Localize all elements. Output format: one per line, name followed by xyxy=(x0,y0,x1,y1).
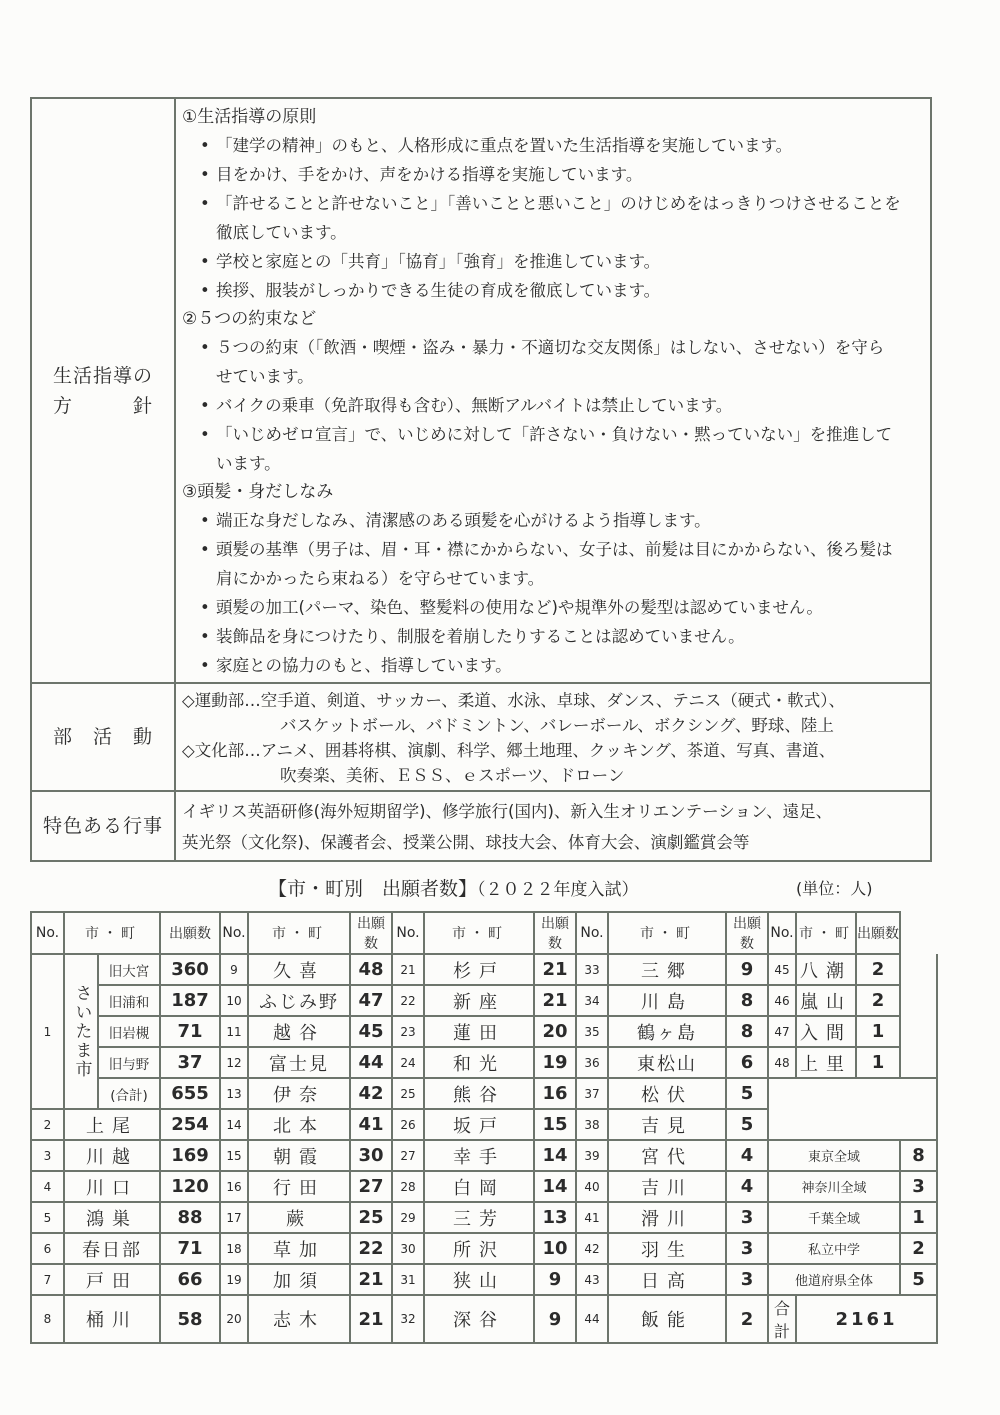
applicant-count: 9 xyxy=(534,1295,576,1343)
row-number: 48 xyxy=(768,1047,796,1078)
applicant-count: 2 xyxy=(726,1295,768,1343)
city-name: 狭山 xyxy=(424,1264,534,1295)
applicant-count: 1 xyxy=(856,1016,900,1047)
applicants-by-city-table xyxy=(30,911,938,1344)
city-name: ふじみ野 xyxy=(248,985,350,1016)
applicant-count: 88 xyxy=(160,1202,220,1233)
row-number: 2 xyxy=(31,1109,64,1140)
list-item: • 端正な身だしなみ、清潔感のある頭髪を心がけるよう指導します。 xyxy=(182,506,924,535)
city-name: 飯能 xyxy=(608,1295,726,1343)
list-item: • バイクの乗車（免許取得も含む）、無断アルバイトは禁止しています。 xyxy=(182,391,924,420)
city-name: 志木 xyxy=(248,1295,350,1343)
row-number: 23 xyxy=(392,1016,424,1047)
applicant-count: 4 xyxy=(726,1140,768,1171)
row-number: 18 xyxy=(220,1233,248,1264)
column-header-count: 出願数 xyxy=(856,912,900,954)
row-number: 34 xyxy=(576,985,608,1016)
applicant-count: 2 xyxy=(856,954,900,985)
city-name: 川島 xyxy=(608,985,726,1016)
applicant-count: 45 xyxy=(350,1016,392,1047)
applicant-count: 9 xyxy=(534,1264,576,1295)
row-number: 40 xyxy=(576,1171,608,1202)
school-policy-table xyxy=(30,97,932,862)
list-item: • 頭髪の加工(パーマ、染色、整髪料の使用など)や規準外の髪型は認めていません。 xyxy=(182,593,924,622)
life-guidance-body xyxy=(175,98,931,683)
unit-note: (単位：人) xyxy=(796,879,873,898)
city-name: 久喜 xyxy=(248,954,350,985)
applicant-count: 44 xyxy=(350,1047,392,1078)
applicant-count: 3 xyxy=(900,1171,937,1202)
row-number: 27 xyxy=(392,1140,424,1171)
city-name: 東松山 xyxy=(608,1047,726,1078)
row-number: 6 xyxy=(31,1233,64,1264)
city-name: 加須 xyxy=(248,1264,350,1295)
other-region-label: 千葉全域 xyxy=(768,1202,900,1233)
city-name: 蕨 xyxy=(248,1202,350,1233)
applicant-count: 21 xyxy=(534,954,576,985)
city-name: 戸田 xyxy=(64,1264,160,1295)
city-name: 三芳 xyxy=(424,1202,534,1233)
events-line: 英光祭（文化祭)、保護者会、授業公開、球技大会、体育大会、演劇鑑賞会等 xyxy=(182,833,750,852)
empty-cell xyxy=(900,985,937,1016)
city-name: 白岡 xyxy=(424,1171,534,1202)
row-number: 24 xyxy=(392,1047,424,1078)
row-number: 8 xyxy=(31,1295,64,1343)
city-name: 桶川 xyxy=(64,1295,160,1343)
row-number: 20 xyxy=(220,1295,248,1343)
empty-cell xyxy=(900,954,937,985)
applicant-count: 6 xyxy=(726,1047,768,1078)
applicant-count: 169 xyxy=(160,1140,220,1171)
ward-name: 旧浦和 xyxy=(98,985,160,1016)
applicant-count: 2 xyxy=(856,985,900,1016)
list-item: • 目をかけ、手をかけ、声をかける指導を実施しています。 xyxy=(182,160,924,189)
column-header-no: No. xyxy=(576,912,608,954)
row-number: 11 xyxy=(220,1016,248,1047)
row-number: 38 xyxy=(576,1109,608,1140)
clubs-body xyxy=(175,683,931,791)
table-row xyxy=(31,1078,937,1109)
city-name: 吉川 xyxy=(608,1171,726,1202)
ward-name: 旧与野 xyxy=(98,1047,160,1078)
row-number: 1 xyxy=(31,954,64,1109)
other-region-label: 私立中学 xyxy=(768,1233,900,1264)
empty-cell xyxy=(900,1047,937,1078)
city-name: 伊奈 xyxy=(248,1078,350,1109)
column-header-city: 市・町 xyxy=(64,912,160,954)
row-number: 16 xyxy=(220,1171,248,1202)
city-name: 入間 xyxy=(796,1016,856,1047)
list-item-continuation: 徹底しています。 xyxy=(216,223,347,242)
city-name: 川口 xyxy=(64,1171,160,1202)
list-item: • 家庭との協力のもと、指導しています。 xyxy=(182,651,924,680)
list-item: • ５つの約束（「飲酒・喫煙・盗み・暴力・不適切な交友関係」はしない、させない）を守ら xyxy=(182,333,924,362)
list-item-continuation: 肩にかかったら束ねる）を守らせています。 xyxy=(216,569,545,588)
row-number: 26 xyxy=(392,1109,424,1140)
applicant-count: 30 xyxy=(350,1140,392,1171)
row-number: 31 xyxy=(392,1264,424,1295)
row-number: 44 xyxy=(576,1295,608,1343)
city-name: 坂戸 xyxy=(424,1109,534,1140)
list-item: • 「許せることと許せないこと」「善いことと悪いこと」のけじめをはっきりつけさせることを xyxy=(182,189,924,218)
city-name: 富士見 xyxy=(248,1047,350,1078)
row-number: 17 xyxy=(220,1202,248,1233)
city-name: 日高 xyxy=(608,1264,726,1295)
row-number: 19 xyxy=(220,1264,248,1295)
city-name: 鴻巣 xyxy=(64,1202,160,1233)
applicant-count: 47 xyxy=(350,985,392,1016)
applicant-count: 16 xyxy=(534,1078,576,1109)
column-header-count: 出願数 xyxy=(350,912,392,954)
row-number: 7 xyxy=(31,1264,64,1295)
applicant-count: 120 xyxy=(160,1171,220,1202)
table-row xyxy=(31,1295,937,1343)
table-row xyxy=(31,1171,937,1202)
city-name: 宮代 xyxy=(608,1140,726,1171)
applicant-count: 15 xyxy=(534,1109,576,1140)
applicant-count: 13 xyxy=(534,1202,576,1233)
row-number: 35 xyxy=(576,1016,608,1047)
applicant-count: 19 xyxy=(534,1047,576,1078)
row-number: 22 xyxy=(392,985,424,1016)
city-name: 羽生 xyxy=(608,1233,726,1264)
row-number: 12 xyxy=(220,1047,248,1078)
ward-name: 旧大宮 xyxy=(98,954,160,985)
ward-name: (合計) xyxy=(98,1078,160,1109)
clubs-header: 部 活 動 xyxy=(31,683,175,791)
row-number: 13 xyxy=(220,1078,248,1109)
row-number: 14 xyxy=(220,1109,248,1140)
list-item: • 学校と家庭との「共育」「協育」「強育」を推進しています。 xyxy=(182,247,924,276)
list-item: • 挨拶、服装がしっかりできる生徒の育成を徹底しています。 xyxy=(182,276,924,305)
column-header-no: No. xyxy=(31,912,64,954)
applicant-count: 66 xyxy=(160,1264,220,1295)
city-name: 所沢 xyxy=(424,1233,534,1264)
applicant-count: 5 xyxy=(726,1109,768,1140)
row-number: 33 xyxy=(576,954,608,985)
list-item-continuation: います。 xyxy=(216,454,281,473)
other-region-label: 他道府県全体 xyxy=(768,1264,900,1295)
table-row xyxy=(31,1264,937,1295)
events-line: イギリス英語研修(海外短期留学)、修学旅行(国内)、新入生オリエンテーション、遠足、 xyxy=(182,802,833,821)
row-number: 37 xyxy=(576,1078,608,1109)
applicant-count: 4 xyxy=(726,1171,768,1202)
applicant-count: 22 xyxy=(350,1233,392,1264)
table-year-note: （２０２２年度入試） xyxy=(477,880,639,900)
table-row xyxy=(31,1140,937,1171)
city-name: 三郷 xyxy=(608,954,726,985)
row-number: 36 xyxy=(576,1047,608,1078)
city-name: 松伏 xyxy=(608,1078,726,1109)
row-number: 3 xyxy=(31,1140,64,1171)
column-header-no: No. xyxy=(768,912,796,954)
row-number: 46 xyxy=(768,985,796,1016)
list-item: • 頭髪の基準（男子は、眉・耳・襟にかからない、女子は、前髪は目にかからない、後ろ髪は xyxy=(182,535,924,564)
city-name: 春日部 xyxy=(64,1233,160,1264)
life-guidance-label-line1: 生活指導の xyxy=(52,364,153,387)
applicant-count: 8 xyxy=(726,985,768,1016)
life-guidance-header xyxy=(31,98,175,683)
applicant-count: 10 xyxy=(534,1233,576,1264)
sports-clubs-line-cont: バスケットボール、バドミントン、バレーボール、ボクシング、野球、陸上 xyxy=(280,716,834,735)
row-number: 32 xyxy=(392,1295,424,1343)
city-name: 上里 xyxy=(796,1047,856,1078)
city-name: 熊谷 xyxy=(424,1078,534,1109)
column-header-city: 市・町 xyxy=(608,912,726,954)
other-region-label: 神奈川全域 xyxy=(768,1171,900,1202)
table-row xyxy=(31,954,937,985)
city-name: 和光 xyxy=(424,1047,534,1078)
ward-name: 旧岩槻 xyxy=(98,1016,160,1047)
row-number: 15 xyxy=(220,1140,248,1171)
applicant-count: 187 xyxy=(160,985,220,1016)
applicant-count: 8 xyxy=(726,1016,768,1047)
row-number: 29 xyxy=(392,1202,424,1233)
applicant-count: 3 xyxy=(726,1233,768,1264)
table-title-text: 【市・町別 出願者数】 xyxy=(268,878,478,900)
column-header-count: 出願数 xyxy=(160,912,220,954)
row-number: 10 xyxy=(220,985,248,1016)
row-number: 21 xyxy=(392,954,424,985)
section-appearance-title: ③頭髪・身だしなみ xyxy=(182,482,334,502)
applicant-count: 42 xyxy=(350,1078,392,1109)
row-number: 9 xyxy=(220,954,248,985)
applicant-count: 1 xyxy=(900,1202,937,1233)
table-row xyxy=(31,1016,937,1047)
city-name: 北本 xyxy=(248,1109,350,1140)
applicant-count: 9 xyxy=(726,954,768,985)
applicant-count: 1 xyxy=(856,1047,900,1078)
city-name: 鶴ヶ島 xyxy=(608,1016,726,1047)
table-row xyxy=(31,985,937,1016)
city-name: 行田 xyxy=(248,1171,350,1202)
row-number: 41 xyxy=(576,1202,608,1233)
applicant-count: 14 xyxy=(534,1171,576,1202)
applicant-count: 3 xyxy=(726,1202,768,1233)
row-number: 47 xyxy=(768,1016,796,1047)
applicant-count: 14 xyxy=(534,1140,576,1171)
applicant-count: 360 xyxy=(160,954,220,985)
column-header-city: 市・町 xyxy=(248,912,350,954)
applicant-count: 25 xyxy=(350,1202,392,1233)
empty-cell xyxy=(900,1016,937,1047)
applicant-count: 48 xyxy=(350,954,392,985)
city-name: 川越 xyxy=(64,1140,160,1171)
table-row xyxy=(31,1202,937,1233)
saitama-city-name: さいたま市 xyxy=(64,954,98,1109)
row-number: 28 xyxy=(392,1171,424,1202)
city-name: 杉戸 xyxy=(424,954,534,985)
column-header-count: 出願数 xyxy=(534,912,576,954)
applicant-count: 21 xyxy=(350,1295,392,1343)
table-row xyxy=(31,1233,937,1264)
applicant-count: 41 xyxy=(350,1109,392,1140)
city-name: 幸手 xyxy=(424,1140,534,1171)
applicant-count: 3 xyxy=(726,1264,768,1295)
city-name: 吉見 xyxy=(608,1109,726,1140)
city-name: 蓮田 xyxy=(424,1016,534,1047)
row-number: 5 xyxy=(31,1202,64,1233)
applicant-count: 21 xyxy=(534,985,576,1016)
applicant-count: 27 xyxy=(350,1171,392,1202)
events-header: 特色ある行事 xyxy=(31,791,175,861)
life-guidance-label-line2: 方 針 xyxy=(52,394,153,417)
applicant-count: 655 xyxy=(160,1078,220,1109)
applicant-count: 254 xyxy=(160,1109,220,1140)
sports-clubs-line: ◇運動部…空手道、剣道、サッカー、柔道、水泳、卓球、ダンス、テニス（硬式・軟式）、 xyxy=(182,691,845,710)
empty-cell xyxy=(768,1078,937,1140)
row-number: 42 xyxy=(576,1233,608,1264)
applicants-table-title xyxy=(268,874,639,901)
city-name: 草加 xyxy=(248,1233,350,1264)
applicant-count: 58 xyxy=(160,1295,220,1343)
city-name: 嵐山 xyxy=(796,985,856,1016)
list-item-continuation: せています。 xyxy=(216,367,314,386)
row-number: 43 xyxy=(576,1264,608,1295)
section-promises-title: ②５つの約束など xyxy=(182,309,317,329)
column-header-city: 市・町 xyxy=(796,912,856,954)
column-header-no: No. xyxy=(220,912,248,954)
list-item: • 「建学の精神」のもと、人格形成に重点を置いた生活指導を実施しています。 xyxy=(182,131,924,160)
row-number: 39 xyxy=(576,1140,608,1171)
other-region-label: 東京全域 xyxy=(768,1140,900,1171)
list-item: • 装飾品を身につけたり、制服を着崩したりすることは認めていません。 xyxy=(182,622,924,651)
culture-clubs-line: ◇文化部…アニメ、囲碁将棋、演劇、科学、郷土地理、クッキング、茶道、写真、書道、 xyxy=(182,741,836,760)
list-item: • 「いじめゼロ宣言」で、いじめに対して「許さない・負けない・黙っていない」を推進して xyxy=(182,420,924,449)
column-header-count: 出願数 xyxy=(726,912,768,954)
applicant-count: 71 xyxy=(160,1016,220,1047)
row-number: 25 xyxy=(392,1078,424,1109)
applicant-count: 20 xyxy=(534,1016,576,1047)
applicant-count: 2 xyxy=(900,1233,937,1264)
table-row xyxy=(31,1047,937,1078)
total-label: 合計 xyxy=(768,1295,796,1343)
city-name: 上尾 xyxy=(64,1109,160,1140)
applicant-count: 71 xyxy=(160,1233,220,1264)
culture-clubs-line-cont: 吹奏楽、美術、ＥＳＳ、ｅスポーツ、ドローン xyxy=(280,766,625,785)
city-name: 深谷 xyxy=(424,1295,534,1343)
city-name: 新座 xyxy=(424,985,534,1016)
row-number: 4 xyxy=(31,1171,64,1202)
row-number: 30 xyxy=(392,1233,424,1264)
total-value: 2161 xyxy=(796,1295,937,1343)
column-header-no: No. xyxy=(392,912,424,954)
applicant-count: 8 xyxy=(900,1140,937,1171)
applicant-count: 5 xyxy=(900,1264,937,1295)
column-header-city: 市・町 xyxy=(424,912,534,954)
city-name: 八潮 xyxy=(796,954,856,985)
events-body xyxy=(175,791,931,861)
city-name: 越谷 xyxy=(248,1016,350,1047)
row-number: 45 xyxy=(768,954,796,985)
applicant-count: 5 xyxy=(726,1078,768,1109)
section-principles-title: ①生活指導の原則 xyxy=(182,107,317,127)
city-name: 朝霞 xyxy=(248,1140,350,1171)
table-header-row xyxy=(31,912,937,954)
applicant-count: 37 xyxy=(160,1047,220,1078)
applicant-count: 21 xyxy=(350,1264,392,1295)
city-name: 滑川 xyxy=(608,1202,726,1233)
